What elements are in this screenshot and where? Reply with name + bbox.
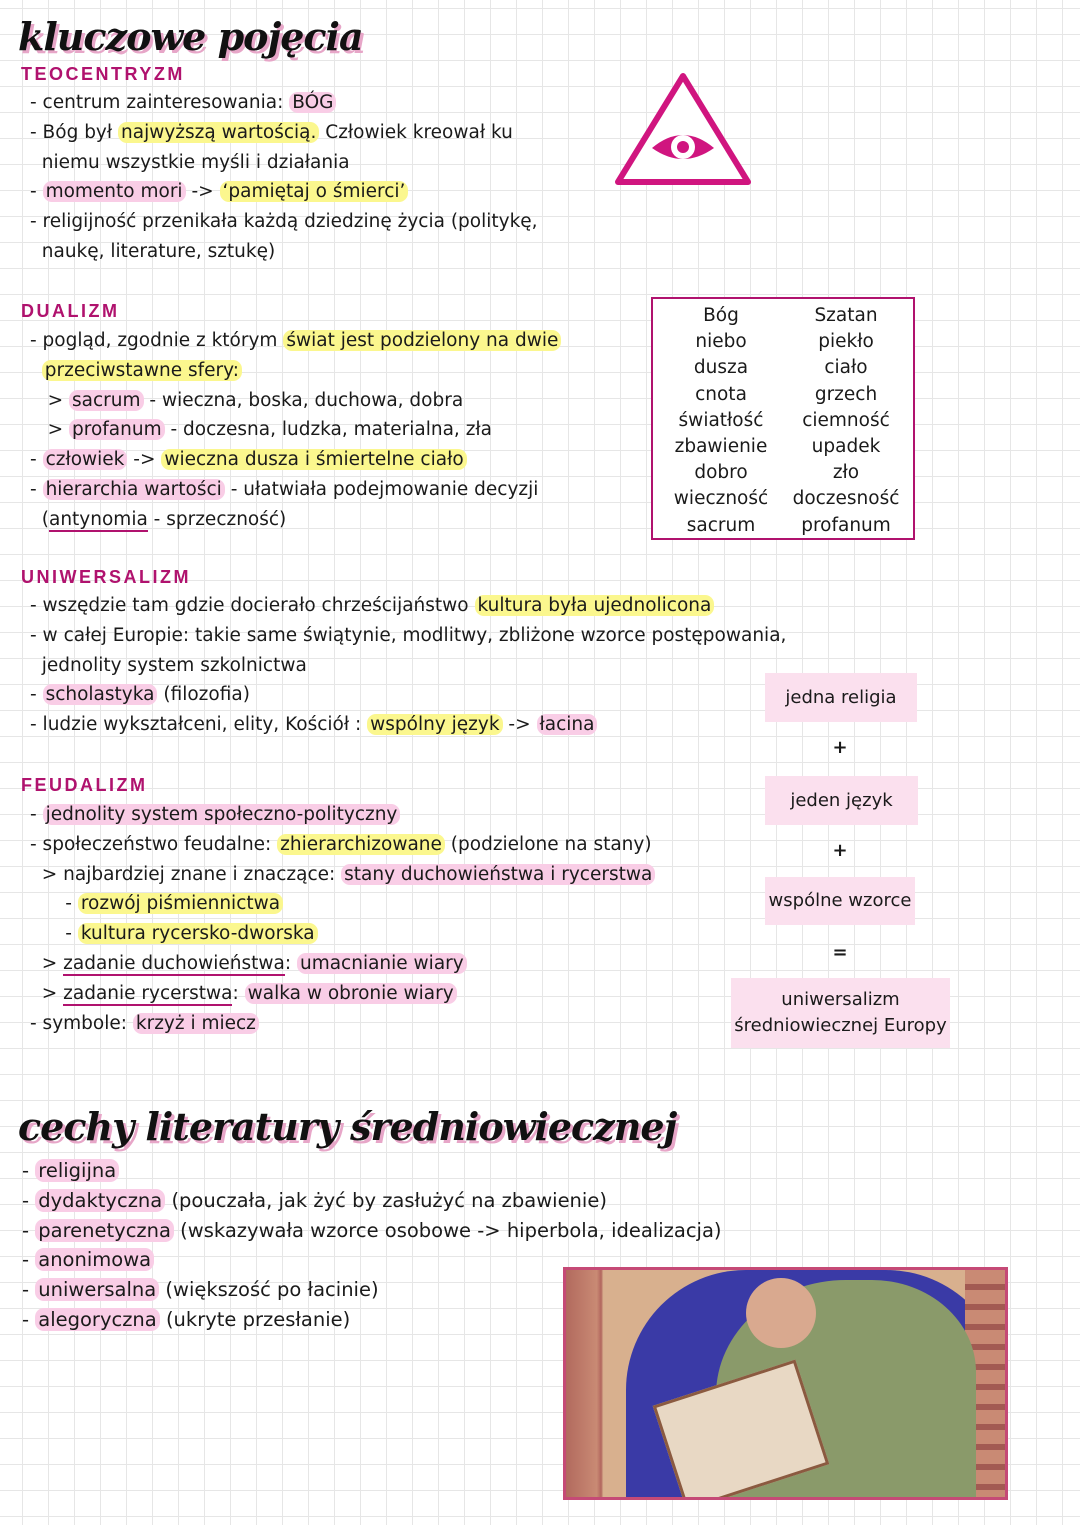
text: - w całej Europie: takie same świątynie, modlitwy, zbliżone wzorce postępowania, (30, 624, 787, 646)
equation-result (731, 978, 950, 1048)
list-item (30, 326, 561, 356)
text: : (232, 982, 245, 1004)
table-cell: zło (832, 462, 860, 484)
list-item (30, 651, 786, 681)
plus-sign: + (832, 840, 848, 861)
result-line-1: uniwersalizm (781, 989, 900, 1010)
list-item (30, 979, 655, 1009)
text: (wskazywała wzorce osobowe -> hiperbola, idealizacja) (173, 1218, 722, 1242)
text: - centrum zainteresowania: (30, 92, 290, 113)
list-item (30, 1009, 655, 1039)
dualism-table (651, 297, 915, 540)
pink-highlight: uniwersalna (35, 1278, 159, 1301)
text: -> (185, 181, 220, 203)
pink-highlight: łacina (537, 714, 598, 735)
equals-sign: = (832, 942, 848, 963)
equation-one-religion: jedna religia (765, 673, 917, 722)
list-item (22, 1186, 722, 1216)
list-item (30, 860, 655, 890)
table-cell: profanum (801, 514, 891, 536)
yellow-highlight: rozwój piśmiennictwa (78, 893, 283, 914)
text: : (284, 952, 297, 974)
text: - ludzie wykształceni, elity, Kościół : (30, 714, 368, 736)
list-item (30, 386, 561, 416)
text: - (22, 1307, 36, 1331)
table-cell: upadek (811, 436, 881, 458)
text: jednolity system szkolnictwa (30, 654, 307, 676)
pink-highlight: dydaktyczna (35, 1189, 165, 1212)
list-item (30, 800, 655, 830)
pink-highlight: walka w obronie wiary (245, 983, 457, 1004)
list-item (30, 889, 655, 919)
yellow-highlight: przeciwstawne sfery: (42, 360, 242, 381)
equation-one-language: jeden język (765, 776, 918, 825)
table-cell: grzech (814, 383, 878, 405)
text: - (30, 923, 78, 945)
heading-teocentryzm: TEOCENTRYZM (21, 64, 185, 84)
text: - (30, 181, 43, 203)
text: - (30, 684, 43, 706)
text: - społeczeństwo feudalne: (30, 833, 278, 855)
yellow-highlight: kultura była ujednolicona (475, 595, 715, 616)
text: -> (502, 714, 537, 736)
table-column-sacrum (656, 303, 786, 539)
text: - wieczna, boska, duchowa, dobra (143, 389, 464, 411)
text: > (30, 952, 64, 974)
text: (podzielone na stany) (444, 833, 652, 855)
text: -> (127, 449, 162, 471)
list-item (30, 207, 538, 237)
pink-highlight: umacnianie wiary (297, 953, 467, 974)
pink-highlight: krzyż i miecz (133, 1013, 259, 1034)
text: - religijność przenikała każdą dziedzinę życia (politykę, (30, 211, 538, 233)
table-cell: niebo (695, 331, 747, 353)
pink-highlight: stany duchowieństwa i rycerstwa (341, 864, 655, 885)
teocentryzm-list (30, 88, 538, 267)
list-item (30, 148, 538, 178)
text: - Bóg był (30, 121, 119, 143)
list-item (30, 919, 655, 949)
pink-highlight: alegoryczna (35, 1308, 160, 1331)
dualizm-list (30, 326, 561, 535)
text: > najbardziej znane i znaczące: (30, 863, 342, 885)
underlined-term: zadanie duchowieństwa (63, 952, 285, 974)
heading-uniwersalizm: UNIWERSALIZM (21, 567, 191, 587)
result-line-2: średniowiecznej Europy (734, 1015, 947, 1036)
table-cell: zbawienie (674, 436, 768, 458)
list-item (30, 356, 561, 386)
pink-highlight: BÓG (289, 92, 336, 113)
list-item (22, 1216, 722, 1246)
list-item (30, 591, 786, 621)
medieval-scribe-illustration (563, 1267, 1008, 1500)
pink-highlight: jednolity system społeczno-polityczny (43, 804, 401, 825)
table-column-profanum (781, 303, 911, 539)
pink-highlight: człowiek (43, 449, 128, 470)
text: ( (30, 508, 49, 530)
text: - (22, 1188, 36, 1212)
heading-feudalizm: FEUDALIZM (21, 775, 148, 795)
list-item (30, 118, 538, 148)
list-item (30, 621, 786, 651)
text: (filozofia) (157, 684, 250, 706)
list-item (30, 445, 561, 475)
text: (większość po łacinie) (159, 1278, 379, 1302)
text (30, 360, 42, 381)
underlined-term: zadanie rycerstwa (63, 982, 233, 1004)
text: > (30, 982, 64, 1004)
text: - ułatwiała podejmowanie decyzji (224, 478, 539, 500)
pink-highlight: profanum (69, 419, 165, 440)
text: (ukryte przesłanie) (159, 1307, 351, 1331)
table-cell: Bóg (703, 305, 739, 326)
text: - (22, 1248, 36, 1272)
list-item (30, 237, 538, 267)
eye-of-providence-icon (612, 70, 754, 188)
list-item (30, 475, 561, 505)
text: - pogląd, zgodnie z którym (30, 330, 284, 351)
text: - (30, 478, 43, 500)
text: - (22, 1278, 36, 1302)
text: > (30, 389, 70, 411)
list-item (30, 830, 655, 860)
table-cell: światłość (678, 409, 764, 431)
text: - wszędzie tam gdzie docierało chrześcijaństwo (30, 595, 475, 616)
list-item (22, 1156, 722, 1186)
list-item (30, 710, 786, 740)
text: niemu wszystkie myśli i działania (30, 151, 350, 173)
table-cell: dobro (694, 462, 748, 484)
table-cell: Szatan (814, 305, 878, 326)
yellow-highlight: ‘pamiętaj o śmierci’ (220, 181, 409, 202)
pink-highlight: religijna (35, 1159, 119, 1182)
text: - (30, 893, 78, 915)
underlined-term: antynomia (48, 508, 148, 530)
pink-highlight: anonimowa (35, 1248, 154, 1271)
uniwersalizm-list (30, 591, 786, 740)
text: naukę, literature, sztukę) (30, 240, 276, 262)
text: - (30, 449, 43, 471)
table-cell: ciało (824, 357, 868, 379)
text: - doczesna, ludzka, materialna, zła (164, 419, 492, 441)
text: (pouczała, jak żyć by zasłużyć na zbawienie) (165, 1188, 607, 1212)
equation-common-patterns: wspólne wzorce (765, 877, 915, 925)
yellow-highlight: zhierarchizowane (277, 834, 445, 855)
list-item (30, 949, 655, 979)
table-cell: ciemność (802, 409, 890, 431)
text: - sprzeczność) (147, 508, 287, 530)
text: - symbole: (30, 1012, 133, 1034)
text: Człowiek kreował ku (319, 121, 513, 143)
yellow-highlight: najwyższą wartością. (118, 122, 319, 143)
table-cell: wieczność (673, 488, 769, 510)
text: - (22, 1218, 36, 1242)
table-cell: doczesność (792, 488, 900, 510)
pink-highlight: scholastyka (43, 684, 158, 705)
plus-sign: + (832, 737, 848, 758)
table-cell: piekło (818, 331, 874, 353)
feudalizm-list (30, 800, 655, 1038)
pink-highlight: momento mori (43, 181, 186, 202)
list-item (30, 177, 538, 207)
yellow-highlight: wieczna dusza i śmiertelne ciało (161, 449, 466, 470)
yellow-highlight: wspólny język (367, 714, 502, 735)
list-item (30, 415, 561, 445)
pink-highlight: sacrum (69, 390, 144, 411)
list-item (30, 680, 786, 710)
table-cell: cnota (695, 383, 747, 405)
list-item (30, 505, 561, 535)
list-item (30, 88, 538, 118)
yellow-highlight: świat jest podzielony na dwie (283, 330, 561, 351)
title-key-concepts: kluczowe pojęcia (18, 14, 363, 59)
table-cell: sacrum (686, 514, 756, 536)
table-cell: dusza (693, 357, 749, 379)
heading-dualizm: DUALIZM (21, 301, 120, 321)
title-medieval-literature: cechy literatury średniowiecznej (18, 1104, 677, 1149)
text: - (22, 1159, 36, 1182)
pink-highlight: hierarchia wartości (43, 479, 225, 500)
text: - (30, 804, 43, 825)
text: > (30, 419, 70, 441)
yellow-highlight: kultura rycersko-dworska (78, 923, 318, 944)
pink-highlight: parenetyczna (35, 1219, 174, 1242)
